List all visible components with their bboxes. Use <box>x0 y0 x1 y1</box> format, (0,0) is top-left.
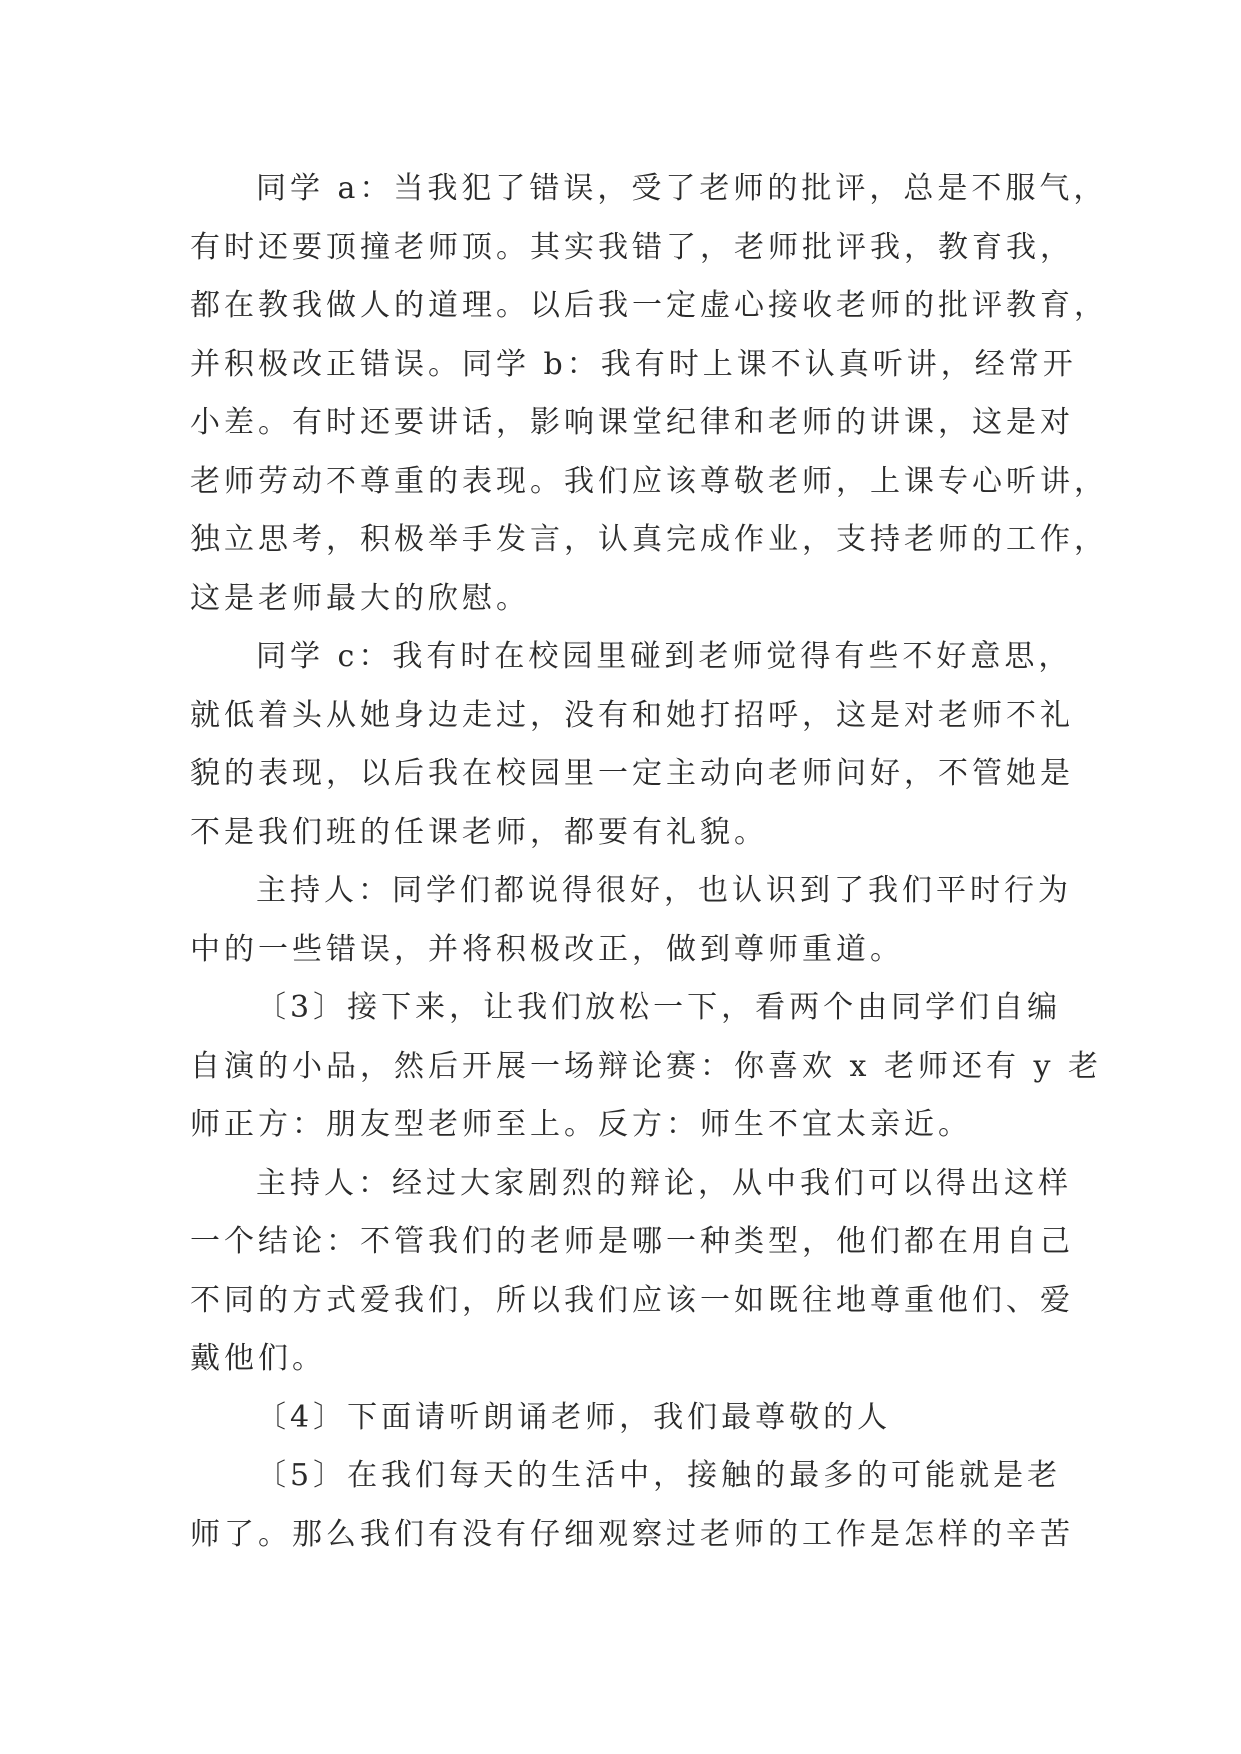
text-line: 小差。有时还要讲话，影响课堂纪律和老师的讲课，这是对 <box>190 405 1074 440</box>
text-line: 同学 c：我有时在校园里碰到老师觉得有些不好意思， <box>256 639 1073 674</box>
text-line: 〔5〕在我们每天的生活中，接触的最多的可能就是老 <box>256 1458 1062 1493</box>
text-line: 都在教我做人的道理。以后我一定虚心接收老师的批评教育， <box>190 288 1108 323</box>
text-line: 〔4〕下面请听朗诵老师，我们最尊敬的人 <box>256 1399 892 1435</box>
text-line: 老师劳动不尊重的表现。我们应该尊敬老师，上课专心听讲， <box>190 463 1108 499</box>
text-line: 戴他们。 <box>190 1341 326 1376</box>
text-line: 就低着头从她身边走过，没有和她打招呼，这是对老师不礼 <box>190 697 1074 733</box>
text-line: 一个结论：不管我们的老师是哪一种类型，他们都在用自己 <box>190 1224 1074 1259</box>
text-line: 自演的小品，然后开展一场辩论赛：你喜欢 x 老师还有 y 老 <box>190 1048 1103 1084</box>
text-line: 〔3〕接下来，让我们放松一下，看两个由同学们自编 <box>256 990 1062 1025</box>
text-line: 中的一些错误，并将积极改正，做到尊师重道。 <box>190 931 904 967</box>
text-line: 有时还要顶撞老师顶。其实我错了，老师批评我，教育我， <box>190 229 1074 265</box>
text-line: 不是我们班的任课老师，都要有礼貌。 <box>190 814 768 850</box>
text-line: 不同的方式爱我们，所以我们应该一如既往地尊重他们、爱 <box>190 1282 1074 1318</box>
text-line: 师正方：朋友型老师至上。反方：师生不宜太亲近。 <box>190 1107 972 1142</box>
text-line: 并积极改正错误。同学 b：我有时上课不认真听讲，经常开 <box>190 346 1077 382</box>
text-line: 主持人：同学们都说得很好，也认识到了我们平时行为 <box>256 873 1072 908</box>
text-line: 独立思考，积极举手发言，认真完成作业，支持老师的工作， <box>190 522 1108 557</box>
document-body <box>190 160 1108 1564</box>
text-line: 同学 a：当我犯了错误，受了老师的批评，总是不服气， <box>256 171 1108 206</box>
text-line: 貌的表现，以后我在校园里一定主动向老师问好，不管她是 <box>190 756 1074 791</box>
text-line: 这是老师最大的欣慰。 <box>190 580 530 616</box>
text-line: 师了。那么我们有没有仔细观察过老师的工作是怎样的辛苦 <box>190 1516 1074 1552</box>
text-line: 主持人：经过大家剧烈的辩论，从中我们可以得出这样 <box>256 1165 1072 1201</box>
